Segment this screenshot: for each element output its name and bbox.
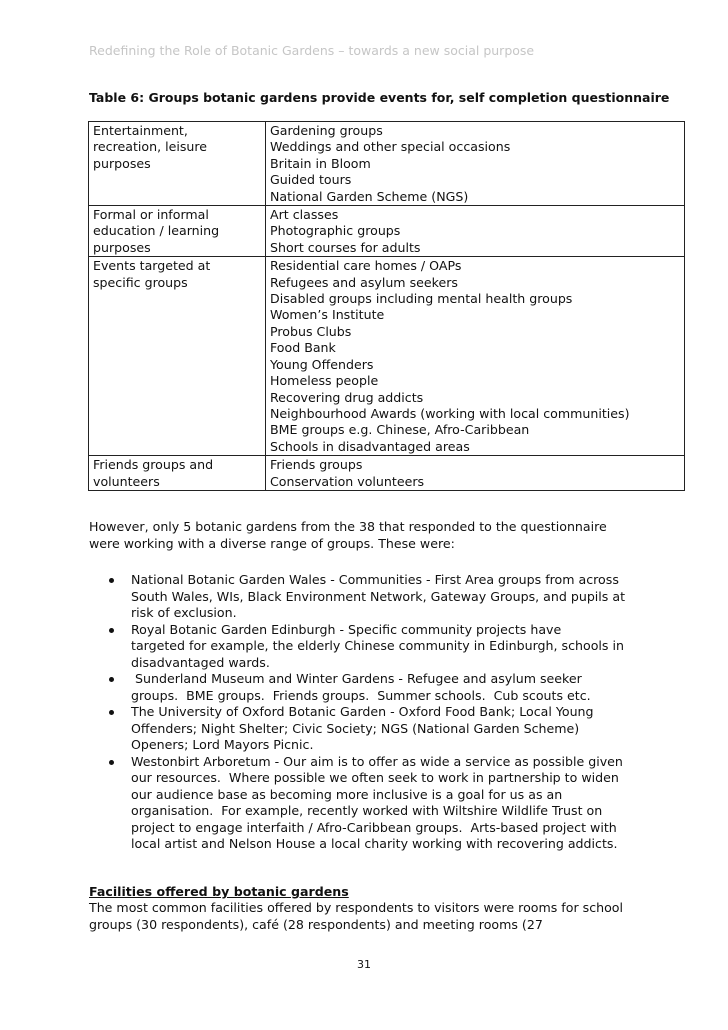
table-caption: Table 6: Groups botanic gardens provide events for, self completion questionnaire [89, 90, 670, 105]
group-item: Gardening groups [270, 123, 383, 138]
section-paragraph [89, 900, 689, 933]
group-item: Guided tours [270, 172, 352, 188]
group-item: Homeless people [270, 373, 379, 389]
group-item: Weddings and other special occasions [270, 139, 511, 155]
bullet-line: targeted for example, the elderly Chinese community in Edinburgh, schools in [131, 638, 624, 653]
group-item: Conservation volunteers [270, 473, 425, 489]
bullet-line: organisation. For example, recently worked with Wiltshire Wildlife Trust on [131, 803, 603, 818]
category-cell [89, 456, 266, 491]
table-row [89, 456, 685, 491]
group-items-cell [266, 456, 685, 491]
intro-paragraph [89, 519, 689, 552]
bullet-line: Openers; Lord Mayors Picnic. [131, 737, 314, 752]
group-item: Photographic groups [270, 223, 401, 239]
group-item: Young Offenders [270, 356, 374, 372]
category-cell [89, 122, 266, 206]
category-line: Friends groups and [93, 457, 214, 473]
bullet-dot-icon [109, 710, 114, 715]
bullet-line: risk of exclusion. [131, 605, 237, 620]
bullet-line: National Botanic Garden Wales - Communities - First Area groups from across [131, 572, 619, 587]
group-items-cell [266, 206, 685, 257]
section-heading: Facilities offered by botanic gardens [89, 884, 349, 899]
bullet-text [131, 754, 689, 853]
garden-bullet [89, 754, 689, 853]
garden-bullet-list [89, 572, 689, 853]
group-item: National Garden Scheme (NGS) [270, 188, 469, 204]
category-cell [89, 257, 266, 456]
groups-table [88, 121, 685, 491]
bullet-line: Royal Botanic Garden Edinburgh - Specific community projects have [131, 621, 562, 637]
category-line: Formal or informal [93, 207, 209, 223]
group-item: BME groups e.g. Chinese, Afro-Caribbean [270, 422, 530, 438]
garden-bullet [89, 572, 689, 622]
table-row [89, 257, 685, 456]
bullet-line: local artist and Nelson House a local charity working with recovering addicts. [131, 836, 618, 851]
table-row [89, 122, 685, 206]
group-item: Art classes [270, 207, 339, 223]
group-item: Friends groups [270, 457, 363, 473]
bullet-line: The University of Oxford Botanic Garden - Oxford Food Bank; Local Young [131, 704, 594, 719]
group-item: Neighbourhood Awards (working with local communities) [270, 405, 630, 421]
category-line: purposes [93, 155, 151, 171]
garden-bullet [89, 622, 689, 672]
garden-bullet [89, 671, 689, 704]
category-line: education / learning [93, 223, 220, 239]
groups-table-body [89, 122, 685, 491]
bullet-dot-icon [109, 677, 114, 682]
bullet-line: disadvantaged wards. [131, 654, 270, 670]
group-item: Residential care homes / OAPs [270, 258, 462, 274]
group-item: Probus Clubs [270, 323, 352, 339]
bullet-line: project to engage interfaith / Afro-Caribbean groups. Arts-based project with [131, 819, 617, 835]
bullet-dot-icon [109, 578, 114, 583]
group-item: Women’s Institute [270, 307, 385, 323]
intro-line: However, only 5 botanic gardens from the 38 that responded to the questionnaire [89, 519, 607, 534]
group-items-cell [266, 122, 685, 206]
category-line: Events targeted at [93, 258, 211, 274]
group-item: Refugees and asylum seekers [270, 274, 458, 290]
category-cell [89, 206, 266, 257]
garden-bullet [89, 704, 689, 754]
group-item: Recovering drug addicts [270, 389, 424, 405]
group-item: Food Bank [270, 340, 336, 356]
intro-line: were working with a diverse range of groups. These were: [89, 535, 455, 551]
bullet-line: our audience base as becoming more inclusive is a goal for us as an [131, 786, 563, 802]
group-item: Schools in disadvantaged areas [270, 438, 470, 454]
category-line: recreation, leisure [93, 139, 208, 155]
group-items-cell [266, 257, 685, 456]
category-line: volunteers [93, 473, 160, 489]
group-item: Britain in Bloom [270, 155, 371, 171]
table-row [89, 206, 685, 257]
bullet-text [131, 572, 689, 622]
page-number: 31 [357, 958, 371, 971]
bullet-line: Westonbirt Arboretum - Our aim is to offer as wide a service as possible given [131, 753, 623, 769]
bullet-text [131, 671, 689, 704]
category-line: specific groups [93, 274, 188, 290]
category-line: Entertainment, [93, 123, 188, 138]
bullet-dot-icon [109, 760, 114, 765]
group-item: Short courses for adults [270, 239, 421, 255]
running-header: Redefining the Role of Botanic Gardens – towards a new social purpose [89, 43, 535, 58]
bullet-dot-icon [109, 628, 114, 633]
bullet-line: South Wales, WIs, Black Environment Network, Gateway Groups, and pupils at [131, 588, 626, 604]
bullet-line: Offenders; Night Shelter; Civic Society; NGS (National Garden Scheme) [131, 720, 580, 736]
group-item: Disabled groups including mental health groups [270, 291, 573, 307]
bullet-text [131, 704, 689, 754]
section-line: groups (30 respondents), café (28 respondents) and meeting rooms (27 [89, 916, 543, 932]
category-line: purposes [93, 239, 151, 255]
bullet-line: our resources. Where possible we often seek to work in partnership to widen [131, 770, 619, 785]
bullet-line: groups. BME groups. Friends groups. Summer schools. Cub scouts etc. [131, 687, 591, 703]
bullet-text [131, 622, 689, 672]
bullet-line: Sunderland Museum and Winter Gardens - Refugee and asylum seeker [131, 671, 582, 686]
section-line: The most common facilities offered by respondents to visitors were rooms for school [89, 900, 624, 915]
